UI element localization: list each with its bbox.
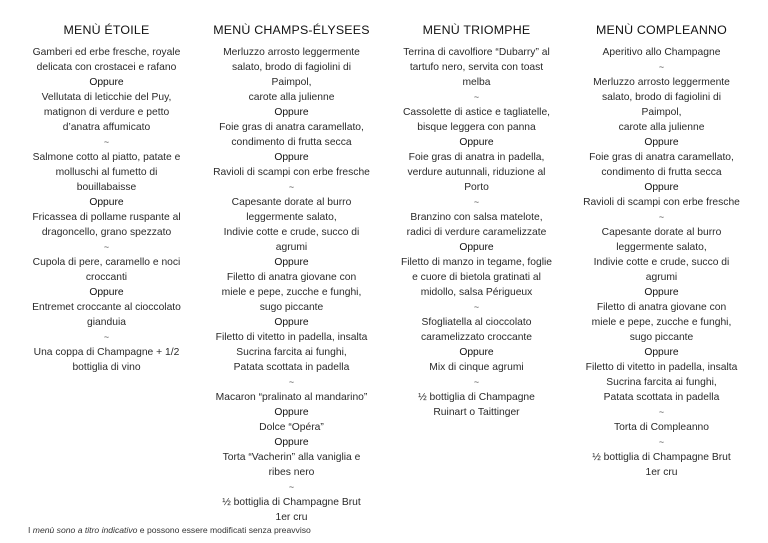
menu-column-triomphe <box>384 22 569 522</box>
menu-line: bottiglia di vino <box>72 362 141 373</box>
menu-line: Porto <box>464 182 489 193</box>
menu-line: Capesante dorate al burro <box>231 197 352 208</box>
menu-line: Foie gras di anatra in padella, <box>408 152 545 163</box>
menu-line: Filetto di anatra giovane con <box>226 272 357 283</box>
oppure-label: Oppure <box>644 182 679 193</box>
menu-line: agrumi <box>275 242 308 253</box>
menu-line: delicata con crostacei e rafano <box>36 62 177 73</box>
oppure-label: Oppure <box>274 257 309 268</box>
menu-line: Ravioli di scampi con erbe fresche <box>213 167 370 178</box>
menu-line: salato, brodo di fagiolini di <box>601 92 722 103</box>
menu-line: verdure autunnali, riduzione al <box>407 167 546 178</box>
menu-line: Vellutata di leticchie del Puy, <box>41 92 172 103</box>
menu-line: miele e pepe, zucche e funghi, <box>221 287 362 298</box>
menu-line: Merluzzo arrosto leggermente <box>223 47 360 58</box>
menu-line: dragoncello, grano spezzato <box>41 227 172 238</box>
menu-line: tartufo nero, servita con toast <box>409 62 544 73</box>
menu-line: Cupola di pere, caramello e noci <box>32 257 181 268</box>
menu-lines <box>388 45 565 420</box>
menu-line: 1er cru <box>275 512 308 523</box>
menu-line: ribes nero <box>268 467 315 478</box>
menu-column-compleanno <box>569 22 754 522</box>
menu-line: radici di verdure caramelizzate <box>406 227 547 238</box>
menu-line: Ruinart o Taittinger <box>433 407 520 418</box>
menu-line: Terrina di cavolfiore “Dubarry” al <box>403 47 550 58</box>
menu-line: Paimpol, <box>641 107 682 118</box>
oppure-label: Oppure <box>274 152 309 163</box>
menu-line: leggermente salato, <box>246 212 337 223</box>
menu-line: condimento di frutta secca <box>231 137 352 148</box>
oppure-label: Oppure <box>644 287 679 298</box>
menu-line: Ravioli di scampi con erbe fresche <box>583 197 740 208</box>
menu-line: e cuore di bietola gratinati al <box>412 272 541 283</box>
menu-line: Aperitivo allo Champagne <box>602 47 721 58</box>
menu-line: Branzino con salsa matelote, <box>410 212 543 223</box>
menu-line: bisque leggera con panna <box>417 122 536 133</box>
menu-line: agrumi <box>645 272 678 283</box>
footnote-italic: menù sono a titro indicativo <box>32 525 138 535</box>
menu-line: Filetto di vitetto in padella, insalta <box>215 332 368 343</box>
menu-line: Filetto di vitetto in padella, insalta <box>585 362 738 373</box>
menu-line: Fricassea di pollame ruspante al <box>32 212 181 223</box>
menu-line: Una coppa di Champagne + 1/2 <box>33 347 180 358</box>
menu-line: Indivie cotte e crude, succo di <box>593 257 730 268</box>
menu-line: Macaron “pralinato al mandarino” <box>215 392 368 403</box>
menu-title: MENÙ COMPLEANNO <box>595 23 728 37</box>
menu-line: midollo, salsa Périgueux <box>420 287 533 298</box>
separator: ~ <box>658 62 665 72</box>
footnote-lead: I <box>28 525 33 535</box>
menu-line: melba <box>462 77 491 88</box>
menu-line: Indivie cotte e crude, succo di <box>223 227 360 238</box>
oppure-label: Oppure <box>89 287 124 298</box>
oppure-label: Oppure <box>89 197 124 208</box>
separator: ~ <box>473 197 480 207</box>
menu-line: Mix di cinque agrumi <box>429 362 524 373</box>
menu-line: Sfogliatella al cioccolato <box>421 317 532 328</box>
menu-line: caramelizzato croccante <box>420 332 533 343</box>
menu-line: carote alla julienne <box>618 122 705 133</box>
separator: ~ <box>658 212 665 222</box>
menu-line: condimento di frutta secca <box>601 167 722 178</box>
separator: ~ <box>288 377 295 387</box>
oppure-label: Oppure <box>274 317 309 328</box>
menu-line: Dolce “Opéra” <box>259 422 324 433</box>
oppure-label: Oppure <box>459 137 494 148</box>
menu-line: miele e pepe, zucche e funghi, <box>591 317 732 328</box>
separator: ~ <box>658 437 665 447</box>
footnote-rest: e possono essere modificati senza preavviso <box>137 525 311 535</box>
menu-line: leggermente salato, <box>616 242 707 253</box>
menu-line: gianduia <box>87 317 126 328</box>
menu-lines <box>203 45 380 525</box>
menu-line: Filetto di manzo in tegame, foglie <box>400 257 553 268</box>
menu-line: Sucrina farcita ai funghi, <box>236 347 347 358</box>
menu-lines <box>18 45 195 375</box>
menu-line: Foie gras di anatra caramellato, <box>219 122 364 133</box>
menu-line: molluschi al fumetto di <box>55 167 158 178</box>
menu-line: Cassolette di astice e tagliatelle, <box>402 107 551 118</box>
menu-line: Salmone cotto al piatto, patate e <box>32 152 181 163</box>
menu-line: Patata scottata in padella <box>233 362 350 373</box>
separator: ~ <box>658 407 665 417</box>
oppure-label: Oppure <box>644 347 679 358</box>
footnote <box>28 525 311 535</box>
separator: ~ <box>288 482 295 492</box>
oppure-label: Oppure <box>459 347 494 358</box>
menu-column-champs-elysees <box>199 22 384 522</box>
menu-line: ½ bottiglia di Champagne Brut <box>222 497 361 508</box>
menu-line: Torta “Vacherin” alla vaniglia e <box>222 452 361 463</box>
separator: ~ <box>103 137 110 147</box>
menu-line: Patata scottata in padella <box>603 392 720 403</box>
oppure-label: Oppure <box>644 137 679 148</box>
menu-line: sugo piccante <box>259 302 324 313</box>
menu-line: bouillabaisse <box>76 182 137 193</box>
menu-line: Foie gras di anatra caramellato, <box>589 152 734 163</box>
oppure-label: Oppure <box>274 407 309 418</box>
menu-line: d’anatra affumicato <box>62 122 151 133</box>
menu-line: carote alla julienne <box>248 92 335 103</box>
menu-columns <box>14 22 754 522</box>
menu-line: sugo piccante <box>629 332 694 343</box>
menu-line: croccanti <box>85 272 128 283</box>
menu-line: salato, brodo di fagiolini di <box>231 62 352 73</box>
menu-line: 1er cru <box>645 467 678 478</box>
oppure-label: Oppure <box>274 107 309 118</box>
menu-lines <box>573 45 750 480</box>
oppure-label: Oppure <box>89 77 124 88</box>
separator: ~ <box>473 377 480 387</box>
menu-line: Sucrina farcita ai funghi, <box>606 377 717 388</box>
menu-line: Filetto di anatra giovane con <box>596 302 727 313</box>
menu-line: ½ bottiglia di Champagne <box>418 392 535 403</box>
oppure-label: Oppure <box>459 242 494 253</box>
menu-title: MENÙ ÉTOILE <box>63 23 150 37</box>
menu-line: ½ bottiglia di Champagne Brut <box>592 452 731 463</box>
menu-title: MENÙ TRIOMPHE <box>422 23 531 37</box>
menu-line: Entremet croccante al cioccolato <box>32 302 181 313</box>
separator: ~ <box>103 332 110 342</box>
menu-title: MENÙ CHAMPS-ÉLYSEES <box>213 23 370 37</box>
menu-line: Paimpol, <box>271 77 312 88</box>
menu-line: Gamberi ed erbe fresche, royale <box>32 47 181 58</box>
separator: ~ <box>103 242 110 252</box>
menu-line: Merluzzo arrosto leggermente <box>593 77 730 88</box>
menu-column-etoile <box>14 22 199 522</box>
oppure-label: Oppure <box>274 437 309 448</box>
menu-line: matignon di verdure e petto <box>43 107 170 118</box>
menu-line: Capesante dorate al burro <box>601 227 722 238</box>
menu-line: Torta di Compleanno <box>613 422 709 433</box>
separator: ~ <box>473 302 480 312</box>
separator: ~ <box>473 92 480 102</box>
separator: ~ <box>288 182 295 192</box>
